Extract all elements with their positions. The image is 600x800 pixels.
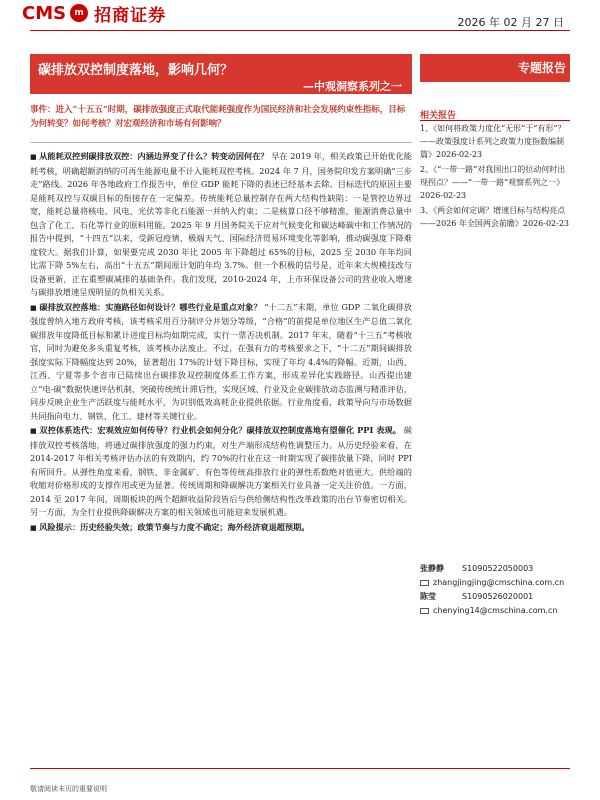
analyst-email-row — [420, 604, 570, 618]
body-paragraph — [30, 301, 412, 424]
related-reports-list — [420, 122, 570, 232]
related-report-link[interactable]: 3、《两会如何定调？增速目标与结构亮点——2026 年全国两会前瞻》2026-02-23 — [420, 206, 570, 228]
event-summary: 事件：进入“十五五”时期，碳排放强度正式取代能耗强度作为国民经济和社会发展约束性指标，目标为何转变？如何考核？对宏观经济和市场有何影响？ — [30, 105, 406, 129]
analyst-email[interactable]: zhangjingjing@cmschina.com.cn — [433, 578, 565, 587]
analyst-name: 张静静 — [420, 564, 444, 573]
paragraph-lead: 碳排放双控落地：实施路径如何设计？哪些行业是重点对象？ — [39, 301, 262, 312]
related-report-link[interactable]: 1、《如何将政策力度化“无形”于“有形”？——政策强度计系列之政策力度指数编制篇》2026-02-23 — [420, 124, 566, 159]
risk-warning: 风险提示：历史经验失效；政策节奏与力度不确定；海外经济衰退超预期。 — [39, 521, 310, 532]
related-report-link[interactable]: 2、《“一带一路”对我国出口的拉动何时出现拐点？——“一带一路”观察系列之一》2026-02-23 — [420, 165, 566, 200]
analyst-row — [420, 562, 570, 576]
related-divider — [420, 120, 570, 121]
bullet-icon: ■ — [30, 303, 37, 312]
header-divider — [30, 30, 570, 31]
paragraph-lead: 双控体系迭代：宏观效应如何传导？行业机会如何分化？碳排放双控制度落地有望催化 PPI 表现。 — [39, 425, 402, 435]
analyst-id: S1090526020001 — [462, 592, 534, 601]
analyst-block — [420, 562, 570, 618]
report-title: 碳排放双控制度落地，影响几何？ — [38, 63, 234, 78]
bullet-icon: ■ — [30, 153, 37, 161]
company-logo — [22, 2, 166, 24]
logo-cn: 招商证券 — [94, 5, 167, 26]
main-body — [30, 150, 412, 536]
mail-icon — [420, 608, 429, 614]
body-paragraph — [30, 424, 412, 520]
analyst-name: 陈莹 — [420, 592, 436, 601]
body-paragraph — [30, 521, 412, 536]
body-paragraph — [30, 150, 412, 300]
footer-divider — [30, 768, 570, 769]
paragraph-text: 早在 2019 年，相关政策已开始优化能耗考核，明确超额消纳的可再生能源电量不计入能耗双控考核。2024 年 7 月，国务院印发方案明确“三步走”路线。2026 年各地政府工作报告中，单位 GDP 能耗下降的表述已经基本去除。目标迭代的原因主要是能耗双控与双碳目标的衔接存在一定偏差。传统能耗总量控制存在两大结构性缺陷：一是管控边界过宽，能耗总量将核电、风电、光伏等非化石能源一并纳入约束；二是核算口径不够精准，能源消费总量中包含了化工、石化等行业的原料用能。2025 年 9 月国务院关于应对气候变化和碳达峰碳中和工作情况的报告中提到，“十四五”以来，受新冠疫情、极端天气、国际经济贸易环境变化等影响，推动碳强度下降难度较大。据我们计算，如果要完成 2030 年比 2005 年下降超过 65%的目标，2025 至 2030 年年均同比需下降 5%左右，高出“十五五”期间原计划的年均 3.7%。但一个积极的信号是，近年来大规模技改与设备更新，正在重塑碳减排的基础条件。我们发现，2010-2024 年，上市环保设备公司的营业收入增速与碳排放增速呈现明显的负相关关系。 — [30, 151, 412, 297]
paragraph-text: 碳排放双控考核落地，将通过碳排放强度的强力约束，对生产端形成结构性调整压力。从历史经验来看，在 2014-2017 年相关考核评估办法的有效期内，约 70%的行业在这一时期实现了碳排放量下降，同时 PPI 有所回升。从弹性角度来看，钢铁、非金属矿、有色等传统高排放行业的弹性系数绝对值更大。供给端的收缩对价格形成的支撑作用或更为显著。传统周期和降碳解决方案相关行业具备一定关注价值。一方面，2014 至 2017 年间，周期板块的两个超额收益阶段皆后与供给侧结构性改革政策的出台节奏密切相关。另一方面，为全行业提供降碳解决方案的相关领域也可能迎来发展机遇。 — [30, 425, 412, 517]
logo-mark: m — [70, 4, 88, 22]
logo-en: CMS — [22, 2, 67, 24]
bullet-icon: ■ — [30, 427, 37, 435]
paragraph-text: “十二五”末期，单位 GDP 二氧化碳排放强度曾纳入地方政府考核，该考核采用百分制评分并划分等级，“合格”的前提是单位地区生产总值二氧化碳排放年度降低目标和累计进度目标均如期完成，实行一票否决机制。2017 年末，随着“十三五”考核收官，同时为避免多头重复考核，该考核办法废止。不过，在强有力的考核要求之下，“十二五”期间碳排放强度实际下降幅度达到 20%，显著超出 17%的计划下降目标，实现了年均 4.4%的降幅。近期，山西、江西、宁夏等多个省市已陆续出台碳排放双控制度体系工作方案，形成差异化实践路径。山西提出建立“电-碳”数据快速评估机制，突破传统统计滞后性，实现区域、行业及企业碳排放动态监测与精准评估，同步反映企业生产活跃度与能耗水平，为识别低效高耗企业提供依据。行业角度看，政策导向与市场数据共同指向电力、钢铁、化工、建材等关键行业。 — [30, 301, 412, 421]
mail-icon — [420, 580, 429, 586]
report-subtitle: —中观洞察系列之一 — [303, 80, 402, 93]
paragraph-lead: 从能耗双控到碳排放双控：内涵边界变了什么？转变动因何在？ — [39, 151, 269, 161]
analyst-id: S1090522050003 — [462, 564, 534, 573]
analyst-email[interactable]: chenying14@cmschina.com.cn — [433, 606, 558, 615]
title-bar — [30, 54, 412, 94]
analyst-email-row — [420, 576, 570, 590]
report-type-badge: 专题报告 — [420, 54, 570, 82]
bullet-icon: ■ — [30, 523, 37, 532]
analyst-row — [420, 590, 570, 604]
footer-note: 敬请阅读末页的重要说明 — [30, 785, 107, 793]
report-date: 2026 年 02 月 27 日 — [457, 16, 564, 29]
summary-divider — [30, 142, 412, 143]
related-reports-heading: 相关报告 — [420, 111, 457, 121]
